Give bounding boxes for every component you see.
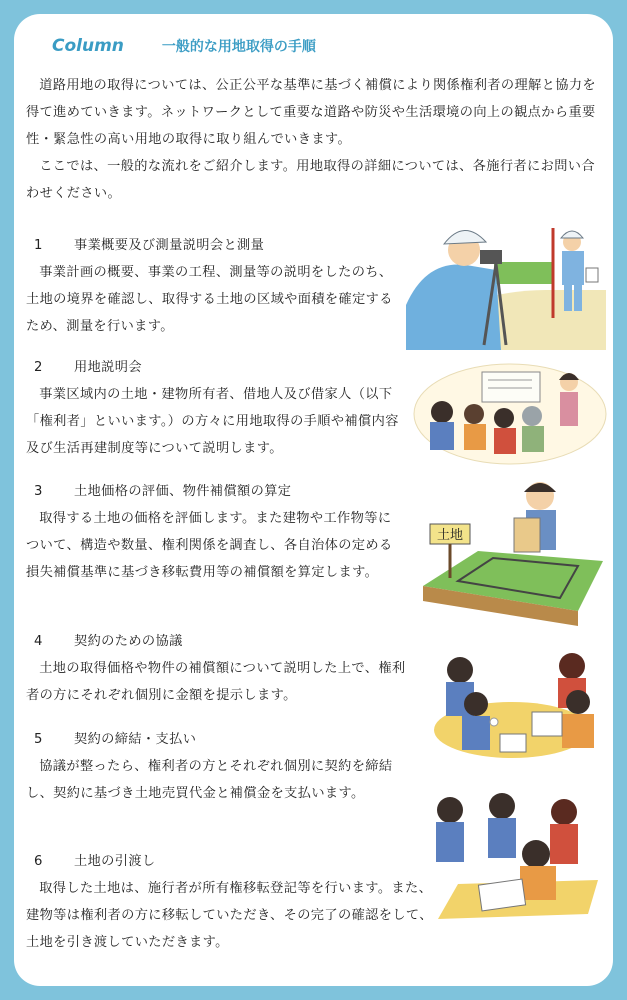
intro: [26, 72, 604, 207]
land-appraisal-illustration: [418, 466, 608, 626]
section-2-heading: 用地説明会: [74, 360, 142, 375]
section-3-number: 3: [34, 484, 43, 499]
section-6-heading: 土地の引渡し: [74, 854, 156, 869]
negotiation-illustration: [414, 642, 610, 772]
column-label: Column: [52, 36, 124, 56]
section-1-number: 1: [34, 238, 43, 253]
briefing-session-illustration: [412, 362, 608, 466]
section-5-heading: 契約の締結・支払い: [74, 732, 197, 747]
section-3-heading: 土地価格の評価、物件補償額の算定: [74, 484, 292, 499]
column-card: [14, 14, 613, 986]
section-3-body: 取得する土地の価格を評価します。また建物や工作物等について、構造や数量、権利関係を調査し、各自治体の定める損失補償基準に基づき移転費用等の補償額を算定します。: [26, 511, 393, 580]
section-1-title: [26, 232, 264, 259]
intro-paragraph-1: 道路用地の取得については、公正公平な基準に基づく補償により関係権利者の理解と協力を得て進めていきます。ネットワークとして重要な道路や防災や生活環境の向上の観点から重要性・緊急性の高い用地の取得に取り組んでいきます。: [26, 78, 597, 147]
section-1-body: 事業計画の概要、事業の工程、測量等の説明をしたのち、土地の境界を確認し、取得する土地の区域や面積を確定するため、測量を行います。: [26, 265, 393, 334]
section-4-title: [26, 628, 183, 655]
surveying-illustration: [406, 210, 606, 350]
section-1-heading: 事業概要及び測量説明会と測量: [74, 238, 265, 253]
column-header: [52, 36, 316, 56]
section-5-number: 5: [34, 732, 43, 747]
section-6-body: 取得した土地は、施行者が所有権移転登記等を行います。また、建物等は権利者の方に移転していただき、その完了の確認をして、土地を引き渡していただきます。: [26, 881, 433, 950]
section-5-title: [26, 726, 196, 753]
section-6-number: 6: [34, 854, 43, 869]
column-title: 一般的な用地取得の手順: [161, 39, 316, 55]
section-5-body: 協議が整ったら、権利者の方とそれぞれ個別に契約を締結し、契約に基づき土地売買代金と補償金を支払います。: [26, 759, 393, 801]
section-4-number: 4: [34, 634, 43, 649]
section-2-title: [26, 354, 142, 381]
section-4-body: 土地の取得価格や物件の補償額について説明した上で、権利者の方にそれぞれ個別に金額を提示します。: [26, 661, 406, 703]
contract-signing-illustration: [418, 784, 608, 934]
section-2-number: 2: [34, 360, 43, 375]
intro-paragraph-2: ここでは、一般的な流れをご紹介します。用地取得の詳細については、各施行者にお問い合わせください。: [26, 159, 595, 201]
section-2-body: 事業区域内の土地・建物所有者、借地人及び借家人（以下「権利者」といいます。）の方々に用地取得の手順や補償内容及び生活再建制度等について説明します。: [26, 387, 399, 456]
section-4-heading: 契約のための協議: [74, 634, 183, 649]
section-3-title: [26, 478, 291, 505]
land-sign-label: 土地: [436, 528, 464, 543]
section-6-title: [26, 848, 156, 875]
